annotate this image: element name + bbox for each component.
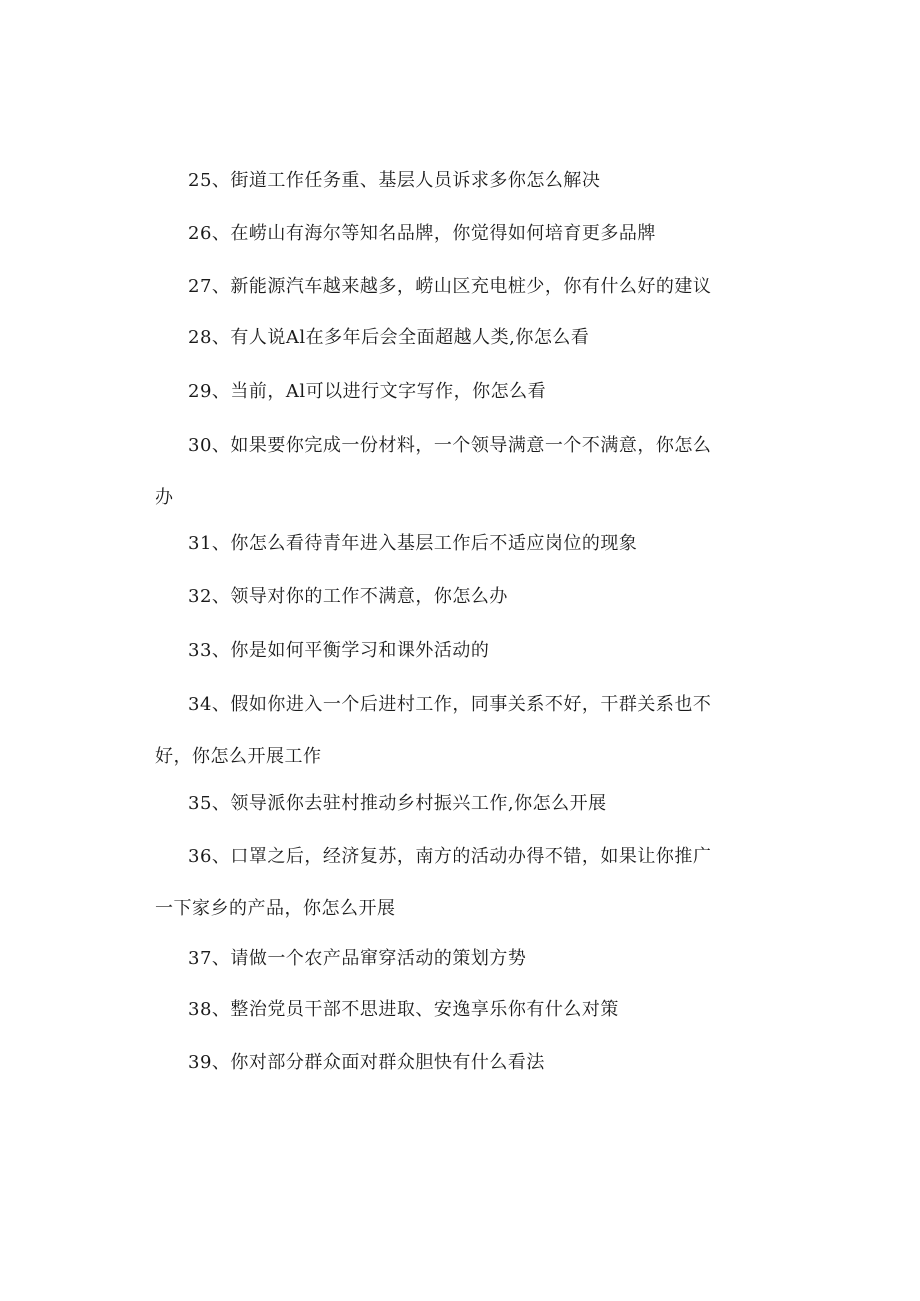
- question-30: [155, 420, 759, 524]
- question-27: [155, 261, 759, 313]
- question-line-continued: 一下家乡的产品，你怎么开展: [155, 898, 396, 919]
- question-line: 25、街道工作任务重、基层人员诉求多你怎么解决: [188, 170, 601, 191]
- question-line: 34、假如你进入一个后进村工作，同事关系不好，干群关系也不: [188, 694, 712, 715]
- question-line: 33、你是如何平衡学习和课外活动的: [188, 640, 490, 661]
- question-29: [155, 366, 759, 418]
- question-35: [155, 778, 759, 830]
- question-line: 28、有人说Al在多年后会全面超越人类,你怎么看: [188, 327, 590, 348]
- question-line: 29、当前，Al可以进行文字写作，你怎么看: [188, 381, 547, 402]
- question-line: 36、口罩之后，经济复苏，南方的活动办得不错，如果让你推广: [188, 846, 712, 867]
- question-line: 30、如果要你完成一份材料，一个领导满意一个不满意，你怎么: [188, 435, 712, 456]
- question-line: 37、请做一个农产品窜穿活动的策划方势: [188, 948, 527, 969]
- question-31: [155, 518, 759, 570]
- question-39: [155, 1037, 759, 1089]
- question-38: [155, 984, 759, 1036]
- question-37: [155, 933, 759, 985]
- question-line: 32、领导对你的工作不满意，你怎么办: [188, 586, 508, 607]
- question-25: [155, 155, 759, 207]
- question-line: 38、整治党员干部不思进取、安逸享乐你有什么对策: [188, 999, 619, 1020]
- question-26: [155, 208, 759, 260]
- question-33: [155, 625, 759, 677]
- question-line: 39、你对部分群众面对群众胆快有什么看法: [188, 1052, 545, 1073]
- question-line-continued: 好，你怎么开展工作: [155, 746, 322, 767]
- question-36: [155, 831, 759, 935]
- question-line: 35、领导派你去驻村推动乡村振兴工作,你怎么开展: [188, 793, 607, 814]
- question-32: [155, 571, 759, 623]
- question-line: 27、新能源汽车越来越多，崂山区充电桩少，你有什么好的建议: [188, 276, 712, 297]
- question-line: 26、在崂山有海尔等知名品牌，你觉得如何培育更多品牌: [188, 223, 656, 244]
- question-28: [155, 312, 759, 364]
- question-line-continued: 办: [155, 487, 174, 508]
- question-34: [155, 679, 759, 783]
- question-line: 31、你怎么看待青年进入基层工作后不适应岗位的现象: [188, 533, 638, 554]
